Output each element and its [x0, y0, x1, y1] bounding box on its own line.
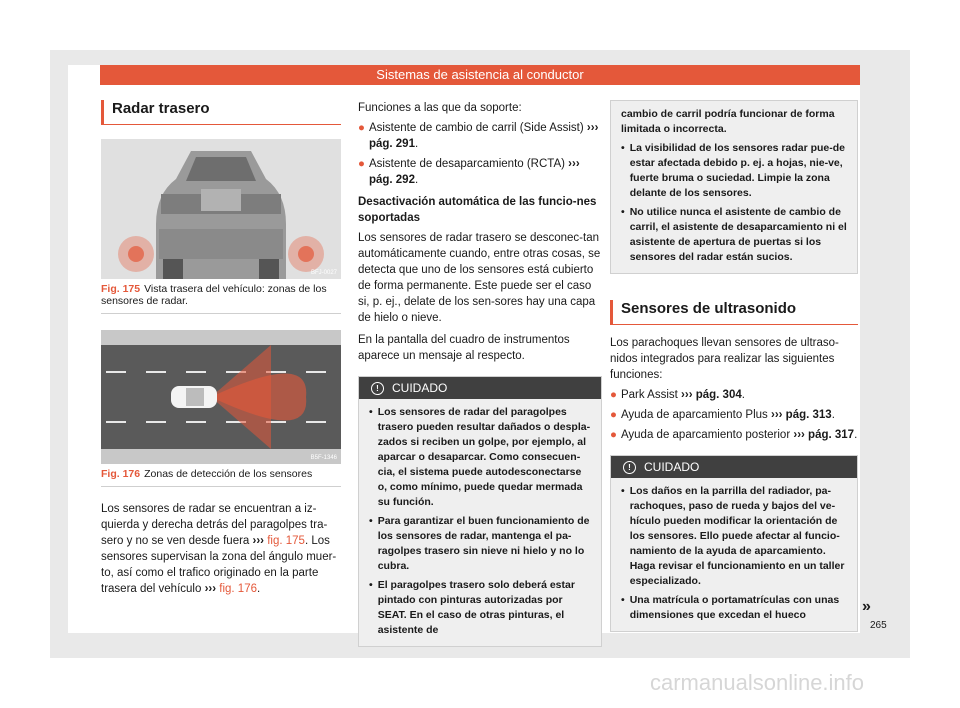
bullet-icon: • [369, 406, 373, 418]
caution-text: Los daños en la parrilla del radiador, pa-rachoques, paso de rueda y bajos del ve-hículo pueden modificar la orientación de los sensores. Ello puede afectar al funcio-namiento de la ayuda de aparcamiento. Haga revisar el funcionamiento en un taller especializado. [629, 485, 845, 587]
caution-body [359, 399, 601, 646]
text-run: . [831, 409, 835, 421]
text-run: . [741, 389, 745, 401]
bullet-icon: • [621, 206, 625, 218]
figure-175 [101, 139, 341, 279]
list-item [358, 156, 602, 188]
caution-body [611, 478, 857, 631]
text-run: Asistente de desaparcamiento (RCTA) [368, 158, 569, 170]
list-item [610, 387, 858, 403]
bullet-icon: ● [358, 158, 365, 170]
caution-text: Para garantizar el buen funcionamiento de los sensores de radar, mantenga el pa-ragolpes trasero sin nieve ni hielo y no lo cubra. [377, 515, 590, 572]
caution-item [369, 405, 591, 510]
bullet-icon: • [621, 142, 625, 154]
page-link[interactable]: ››› pág. 291 [368, 122, 599, 150]
body-paragraph: Los sensores de radar trasero se desconec-tan automáticamente cuando, entre otras cosas, se detecta que uno de los sensores está cubierto de forma permanente. Este puede ser el caso si, p. ej., delate de los sen-sores hay una capa de hielo o nieve. [358, 232, 601, 324]
continue-marker: » [862, 598, 871, 615]
text-run: . Los sensores supervisan la zona del ángulo muer-to, así como el trafico originado en la parte trasera del vehículo [101, 535, 337, 595]
figure-176 [101, 330, 341, 464]
caution-item [621, 107, 847, 137]
caution-text: Una matrícula o portamatrículas con unas dimensiones que excedan el hueco [629, 594, 840, 621]
caution-header [611, 456, 857, 478]
bullet-icon: ● [610, 429, 617, 441]
caution-body [611, 101, 857, 273]
body-paragraph [101, 501, 341, 597]
page-link[interactable]: ››› pág. 317 [793, 429, 855, 441]
section-title-ultrasonido: Sensores de ultrasonido [610, 300, 858, 325]
page-link[interactable]: ››› pág. 304 [681, 389, 742, 401]
text-run: . [414, 138, 419, 150]
reference-arrow: ››› [204, 583, 217, 595]
body-paragraph: En la pantalla del cuadro de instrumentos aparece un mensaje al respecto. [358, 334, 570, 362]
figure-link[interactable]: fig. 175 [267, 535, 305, 547]
figure-code: B5F-1346 [310, 455, 337, 461]
caution-text: El paragolpes trasero solo deberá estar pintado con pinturas autorizadas por SEAT. En el caso de otras pinturas, el asistente de [377, 579, 575, 636]
figure-number: Fig. 176 [101, 468, 141, 480]
page-link[interactable]: ››› pág. 313 [770, 409, 832, 421]
section-title-radar: Radar trasero [101, 100, 341, 125]
caution-item [369, 578, 591, 638]
warning-icon: ! [623, 461, 636, 474]
intro-text: Funciones a las que da soporte: [358, 102, 522, 114]
figure-link[interactable]: fig. 176 [219, 583, 257, 595]
bullet-icon: • [369, 579, 373, 591]
warning-icon: ! [371, 382, 384, 395]
caution-header [359, 377, 601, 399]
figure-caption-text: Zonas de detección de los sensores [144, 468, 313, 480]
text-run: . [257, 583, 261, 595]
caution-item [621, 593, 847, 623]
caution-item [621, 205, 847, 265]
caution-item [621, 484, 847, 589]
figure-176-caption [101, 464, 341, 487]
caution-text: No utilice nunca el asistente de cambio de carril, el asistente de desaparcamiento ni el asistente de apertura de puertas si los sensores del radar están sucios. [629, 206, 847, 263]
bullet-icon: • [621, 485, 625, 497]
text-run: Ayuda de aparcamiento posterior [620, 429, 794, 441]
page-link[interactable]: ››› pág. 292 [368, 158, 580, 186]
bullet-icon: • [621, 594, 625, 606]
column-middle [358, 100, 602, 647]
caution-item [621, 141, 847, 201]
subheading: Desactivación automática de las funcio-nes soportadas [358, 196, 597, 224]
bullet-icon: ● [358, 122, 365, 134]
caution-text: La visibilidad de los sensores radar pue-de estar afectada debido p. ej. a hojas, nie-ve, fuerte bruma o suciedad. Limpie la zona delante de los sensores. [629, 142, 846, 199]
figure-number: Fig. 175 [101, 283, 141, 295]
caution-text: cambio de carril podría funcionar de forma limitada o incorrecta. [621, 108, 835, 135]
bullet-icon: ● [610, 409, 617, 421]
road-detection-illustration [101, 330, 341, 464]
caution-box [610, 455, 858, 632]
list-item [358, 120, 602, 152]
bullet-icon: ● [610, 389, 617, 401]
text-run: Park Assist [620, 389, 682, 401]
list-item [610, 407, 858, 423]
column-left [101, 100, 341, 597]
figure-175-caption [101, 279, 341, 314]
body-paragraph: Los parachoques llevan sensores de ultraso-nidos integrados para realizar las siguientes funciones: [610, 337, 839, 381]
watermark: carmanualsonline.info [650, 670, 865, 695]
car-rear-illustration [101, 139, 341, 279]
caution-item [369, 514, 591, 574]
page-header: Sistemas de asistencia al conductor [100, 65, 860, 85]
reference-arrow: ››› [252, 535, 265, 547]
column-right [610, 100, 858, 632]
list-item [610, 427, 858, 443]
figure-caption-text: Vista trasera del vehículo: zonas de los sensores de radar. [101, 283, 327, 307]
caution-title: CUIDADO [644, 460, 700, 474]
text-run: Ayuda de aparcamiento Plus [620, 409, 771, 421]
caution-title: CUIDADO [392, 381, 448, 395]
text-run: . [414, 174, 419, 186]
page-number: 265 [870, 620, 887, 631]
text-run: Asistente de cambio de carril (Side Assist) [368, 122, 587, 134]
figure-code: BFJ-0027 [310, 270, 337, 276]
caution-text: Los sensores de radar del paragolpes trasero pueden resultar dañados o despla-zados si reciben un golpe, por ejemplo, al aparcar o desaparcar. Como consecuen-cia, el sistema puede autodesconectarse o, como mínimo, puede quedar mermada su función. [377, 406, 591, 508]
bullet-icon: • [369, 515, 373, 527]
caution-box-continued [610, 100, 858, 274]
text-run: Los sensores de radar se encuentran a iz-quierda y derecha detrás del paragolpes tra-sero y no se ven desde fuera [101, 503, 328, 547]
caution-box [358, 376, 602, 647]
text-run: . [854, 429, 858, 441]
